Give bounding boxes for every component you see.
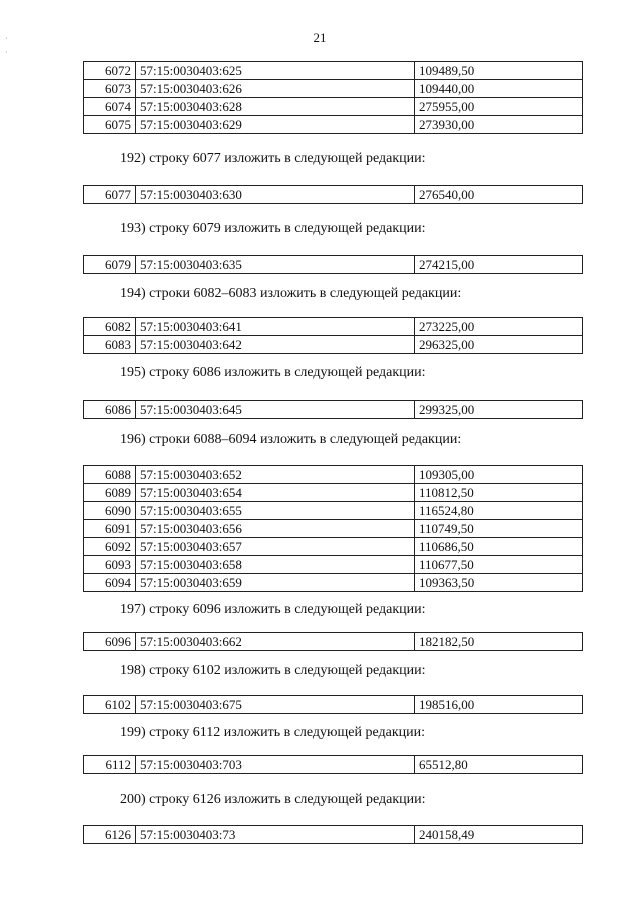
cadastral-number: 57:15:0030403:703	[136, 756, 415, 774]
row-number: 6073	[84, 80, 136, 98]
table-row	[84, 466, 583, 484]
row-number: 6094	[84, 574, 136, 592]
table-row	[84, 318, 583, 336]
cadastral-value: 273930,00	[415, 116, 583, 134]
cadastral-table	[83, 465, 583, 592]
table-row	[84, 401, 583, 419]
cadastral-number: 57:15:0030403:662	[136, 633, 415, 651]
table-row	[84, 826, 583, 844]
table-row	[84, 633, 583, 651]
table-row	[84, 256, 583, 274]
cadastral-value: 116524,80	[415, 502, 583, 520]
cadastral-number: 57:15:0030403:641	[136, 318, 415, 336]
cadastral-table	[83, 400, 583, 419]
cadastral-value: 276540,00	[415, 186, 583, 204]
cadastral-value: 198516,00	[415, 696, 583, 714]
table-row	[84, 574, 583, 592]
amendment-heading: 200) строку 6126 изложить в следующей редакции:	[120, 792, 426, 807]
cadastral-value: 299325,00	[415, 401, 583, 419]
table-row	[84, 116, 583, 134]
table-row	[84, 62, 583, 80]
cadastral-value: 273225,00	[415, 318, 583, 336]
table-row	[84, 186, 583, 204]
amendment-heading: 195) строку 6086 изложить в следующей редакции:	[120, 365, 426, 380]
table-row	[84, 98, 583, 116]
cadastral-table	[83, 61, 583, 134]
table-row	[84, 538, 583, 556]
row-number: 6082	[84, 318, 136, 336]
row-number: 6075	[84, 116, 136, 134]
table-row	[84, 756, 583, 774]
cadastral-number: 57:15:0030403:645	[136, 401, 415, 419]
cadastral-number: 57:15:0030403:73	[136, 826, 415, 844]
table-row	[84, 484, 583, 502]
cadastral-number: 57:15:0030403:635	[136, 256, 415, 274]
cadastral-number: 57:15:0030403:630	[136, 186, 415, 204]
cadastral-value: 65512,80	[415, 756, 583, 774]
row-number: 6083	[84, 336, 136, 354]
cadastral-value: 296325,00	[415, 336, 583, 354]
cadastral-number: 57:15:0030403:675	[136, 696, 415, 714]
cadastral-value: 109489,50	[415, 62, 583, 80]
cadastral-number: 57:15:0030403:659	[136, 574, 415, 592]
cadastral-number: 57:15:0030403:652	[136, 466, 415, 484]
row-number: 6086	[84, 401, 136, 419]
cadastral-number: 57:15:0030403:628	[136, 98, 415, 116]
cadastral-table	[83, 695, 583, 714]
amendment-heading: 196) строки 6088–6094 изложить в следующей редакции:	[120, 432, 462, 447]
row-number: 6093	[84, 556, 136, 574]
amendment-heading: 194) строки 6082–6083 изложить в следующей редакции:	[120, 286, 462, 301]
row-number: 6072	[84, 62, 136, 80]
table-row	[84, 502, 583, 520]
table-row	[84, 80, 583, 98]
cadastral-value: 110677,50	[415, 556, 583, 574]
row-number: 6089	[84, 484, 136, 502]
cadastral-number: 57:15:0030403:654	[136, 484, 415, 502]
row-number: 6096	[84, 633, 136, 651]
cadastral-value: 182182,50	[415, 633, 583, 651]
cadastral-number: 57:15:0030403:625	[136, 62, 415, 80]
cadastral-value: 275955,00	[415, 98, 583, 116]
amendment-heading: 192) строку 6077 изложить в следующей редакции:	[120, 151, 426, 166]
cadastral-value: 110686,50	[415, 538, 583, 556]
amendment-heading: 199) строку 6112 изложить в следующей редакции:	[120, 725, 426, 740]
row-number: 6074	[84, 98, 136, 116]
row-number: 6088	[84, 466, 136, 484]
row-number: 6112	[84, 756, 136, 774]
cadastral-number: 57:15:0030403:655	[136, 502, 415, 520]
cadastral-value: 110749,50	[415, 520, 583, 538]
cadastral-number: 57:15:0030403:629	[136, 116, 415, 134]
table-row	[84, 556, 583, 574]
cadastral-table	[83, 317, 583, 354]
page-number: 21	[313, 30, 327, 45]
margin-mark: ·	[5, 48, 8, 57]
cadastral-value: 110812,50	[415, 484, 583, 502]
cadastral-value: 109305,00	[415, 466, 583, 484]
row-number: 6079	[84, 256, 136, 274]
cadastral-value: 109440,00	[415, 80, 583, 98]
amendment-heading: 197) строку 6096 изложить в следующей редакции:	[120, 602, 426, 617]
cadastral-table	[83, 255, 583, 274]
cadastral-number: 57:15:0030403:656	[136, 520, 415, 538]
row-number: 6090	[84, 502, 136, 520]
table-row	[84, 520, 583, 538]
row-number: 6091	[84, 520, 136, 538]
cadastral-table	[83, 185, 583, 204]
cadastral-number: 57:15:0030403:642	[136, 336, 415, 354]
row-number: 6126	[84, 826, 136, 844]
cadastral-table	[83, 755, 583, 774]
table-row	[84, 696, 583, 714]
margin-mark: ·	[5, 34, 8, 43]
cadastral-value: 240158,49	[415, 826, 583, 844]
cadastral-table	[83, 632, 583, 651]
table-row	[84, 336, 583, 354]
cadastral-value: 109363,50	[415, 574, 583, 592]
cadastral-value: 274215,00	[415, 256, 583, 274]
row-number: 6092	[84, 538, 136, 556]
amendment-heading: 198) строку 6102 изложить в следующей редакции:	[120, 663, 426, 678]
amendment-heading: 193) строку 6079 изложить в следующей редакции:	[120, 221, 426, 236]
cadastral-number: 57:15:0030403:658	[136, 556, 415, 574]
row-number: 6102	[84, 696, 136, 714]
cadastral-number: 57:15:0030403:657	[136, 538, 415, 556]
cadastral-table	[83, 825, 583, 844]
row-number: 6077	[84, 186, 136, 204]
cadastral-number: 57:15:0030403:626	[136, 80, 415, 98]
